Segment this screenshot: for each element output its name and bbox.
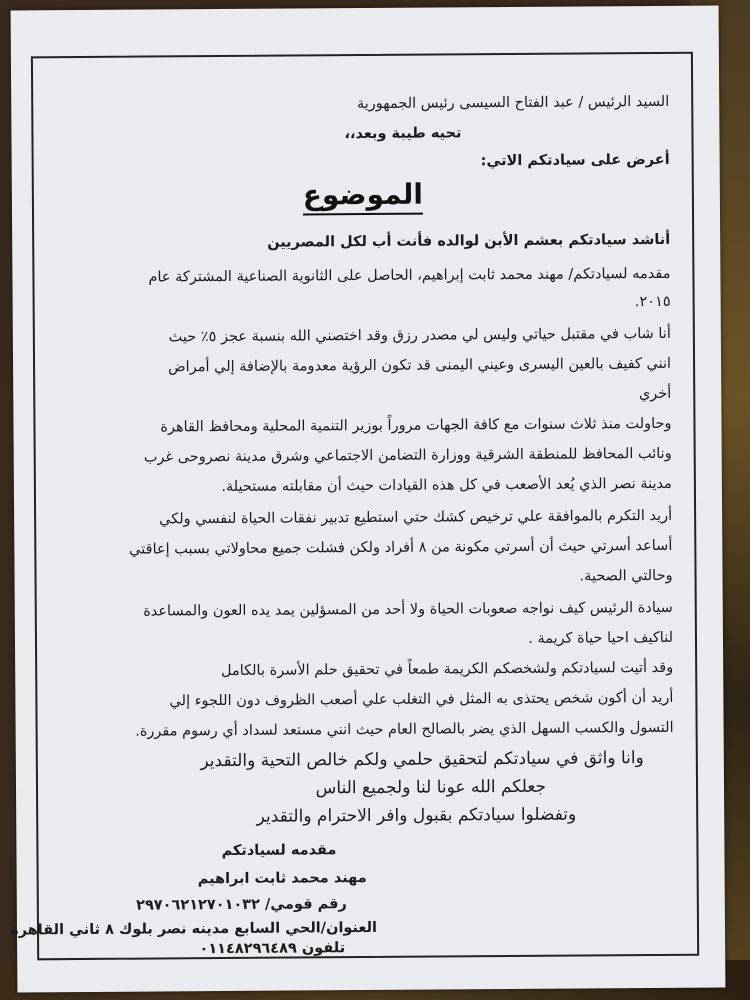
address: العنوان/الحي السابع مدينه نصر بلوك ٨ ثاني القاهرة bbox=[10, 919, 378, 939]
phone: تلفون ٠١١٤٨٢٩٦٤٨٩ bbox=[199, 940, 346, 958]
paragraph-line: أريد التكرم بالموافقة علي ترخيص كشك حتي استطيع تدبير نفقات الحياة لنفسي ولكي bbox=[159, 507, 673, 528]
paragraph-line: أخري bbox=[638, 385, 672, 403]
paragraph-line: أريد أن أكون شخص يحتذى به المثل في التغلب علي أصعب الظروف دون اللجوء إلي bbox=[169, 689, 674, 710]
page-border bbox=[10, 52, 699, 961]
paragraph-line: التسول والكسب السهل الذي يضر بالصالح العام حيث انني مستعد لسداد أي رسوم مقررة. bbox=[135, 719, 674, 740]
closing-line: جعلكم الله عونا لنا ولجميع الناس bbox=[315, 776, 547, 799]
national-id: رقم قومي/ ٢٩٧٠٦٢١٢٧٠١٠٣٢ bbox=[136, 896, 347, 914]
closing-line: وانا واثق في سيادتكم لتحقيق حلمي ولكم خالص التحية والتقدير bbox=[200, 748, 644, 772]
subject-title bbox=[34, 176, 692, 214]
signature-label: مقدمه لسيادتكم bbox=[221, 842, 337, 860]
paragraph-line: انني كفيف بالعين اليسرى وعيني اليمنى قد تكون الرؤية معدومة بالإضافة إلي أمراض bbox=[168, 355, 672, 376]
paragraph-line: لناكيف احيا حياة كريمة . bbox=[528, 629, 674, 647]
closing-line: وتفضلوا سيادتكم بقبول وافر الاحترام والتقدير bbox=[256, 804, 577, 827]
paragraph-line: ٢٠١٥. bbox=[634, 293, 671, 311]
signature-name: مهند محمد ثابت ابراهيم bbox=[197, 870, 367, 888]
paragraph-line: أساعد أسرتي حيث أن أسرتي مكونة من ٨ أفراد ولكن فشلت جميع محاولاتي بسبب إعاقتي bbox=[129, 537, 673, 558]
addressee: السيد الرئيس / عبد الفتاح السيسى رئيس الجمهورية bbox=[356, 93, 670, 113]
intro-line: أعرض على سيادتكم الاتي: bbox=[480, 151, 670, 170]
paragraph-line: سيادة الرئيس كيف نواجه صعوبات الحياة ولا أحد من المسؤلين يمد يده العون والمساعدة bbox=[143, 599, 673, 620]
paragraph-line: ونائب المحافظ للمنطقة الشرقية ووزارة التضامن الاجتماعي وشرق مدينة نصروحى غرب bbox=[143, 445, 672, 466]
greeting: تحيه طيبة وبعد،، bbox=[344, 125, 462, 143]
paragraph-line: وحاولت منذ ثلاث سنوات مع كافة الجهات مروراً بوزير التنمية المحلية ومحافظ القاهرة bbox=[160, 415, 672, 436]
subject-title-text: الموضوع bbox=[303, 178, 423, 216]
paragraph-line: مقدمه لسيادتكم/ مهند محمد ثابت إبراهيم، الحاصل على الثانوية الصناعية المشتركة عام bbox=[148, 265, 671, 286]
paragraph-line: وحالتي الصحية. bbox=[579, 567, 673, 585]
subject-line: أناشد سيادتكم بعشم الأبن لوالده فأنت أب لكل المصريين bbox=[267, 231, 671, 251]
paragraph-line: أنا شاب في مقتبل حياتي وليس لي مصدر رزق وقد اختصني الله بنسبة عجز ٥٪ حيث bbox=[168, 325, 671, 346]
paragraph-line: مدينة نصر الذي يُعد الأصعب في كل هذه القيادات حيث أن مقابلته مستحيلة. bbox=[221, 475, 672, 496]
paragraph-line: وقد أتيت لسيادتكم ولشخصكم الكريمة طمعاً في تحقيق حلم الأسرة بالكامل bbox=[220, 659, 674, 680]
letter-paper bbox=[11, 6, 726, 993]
